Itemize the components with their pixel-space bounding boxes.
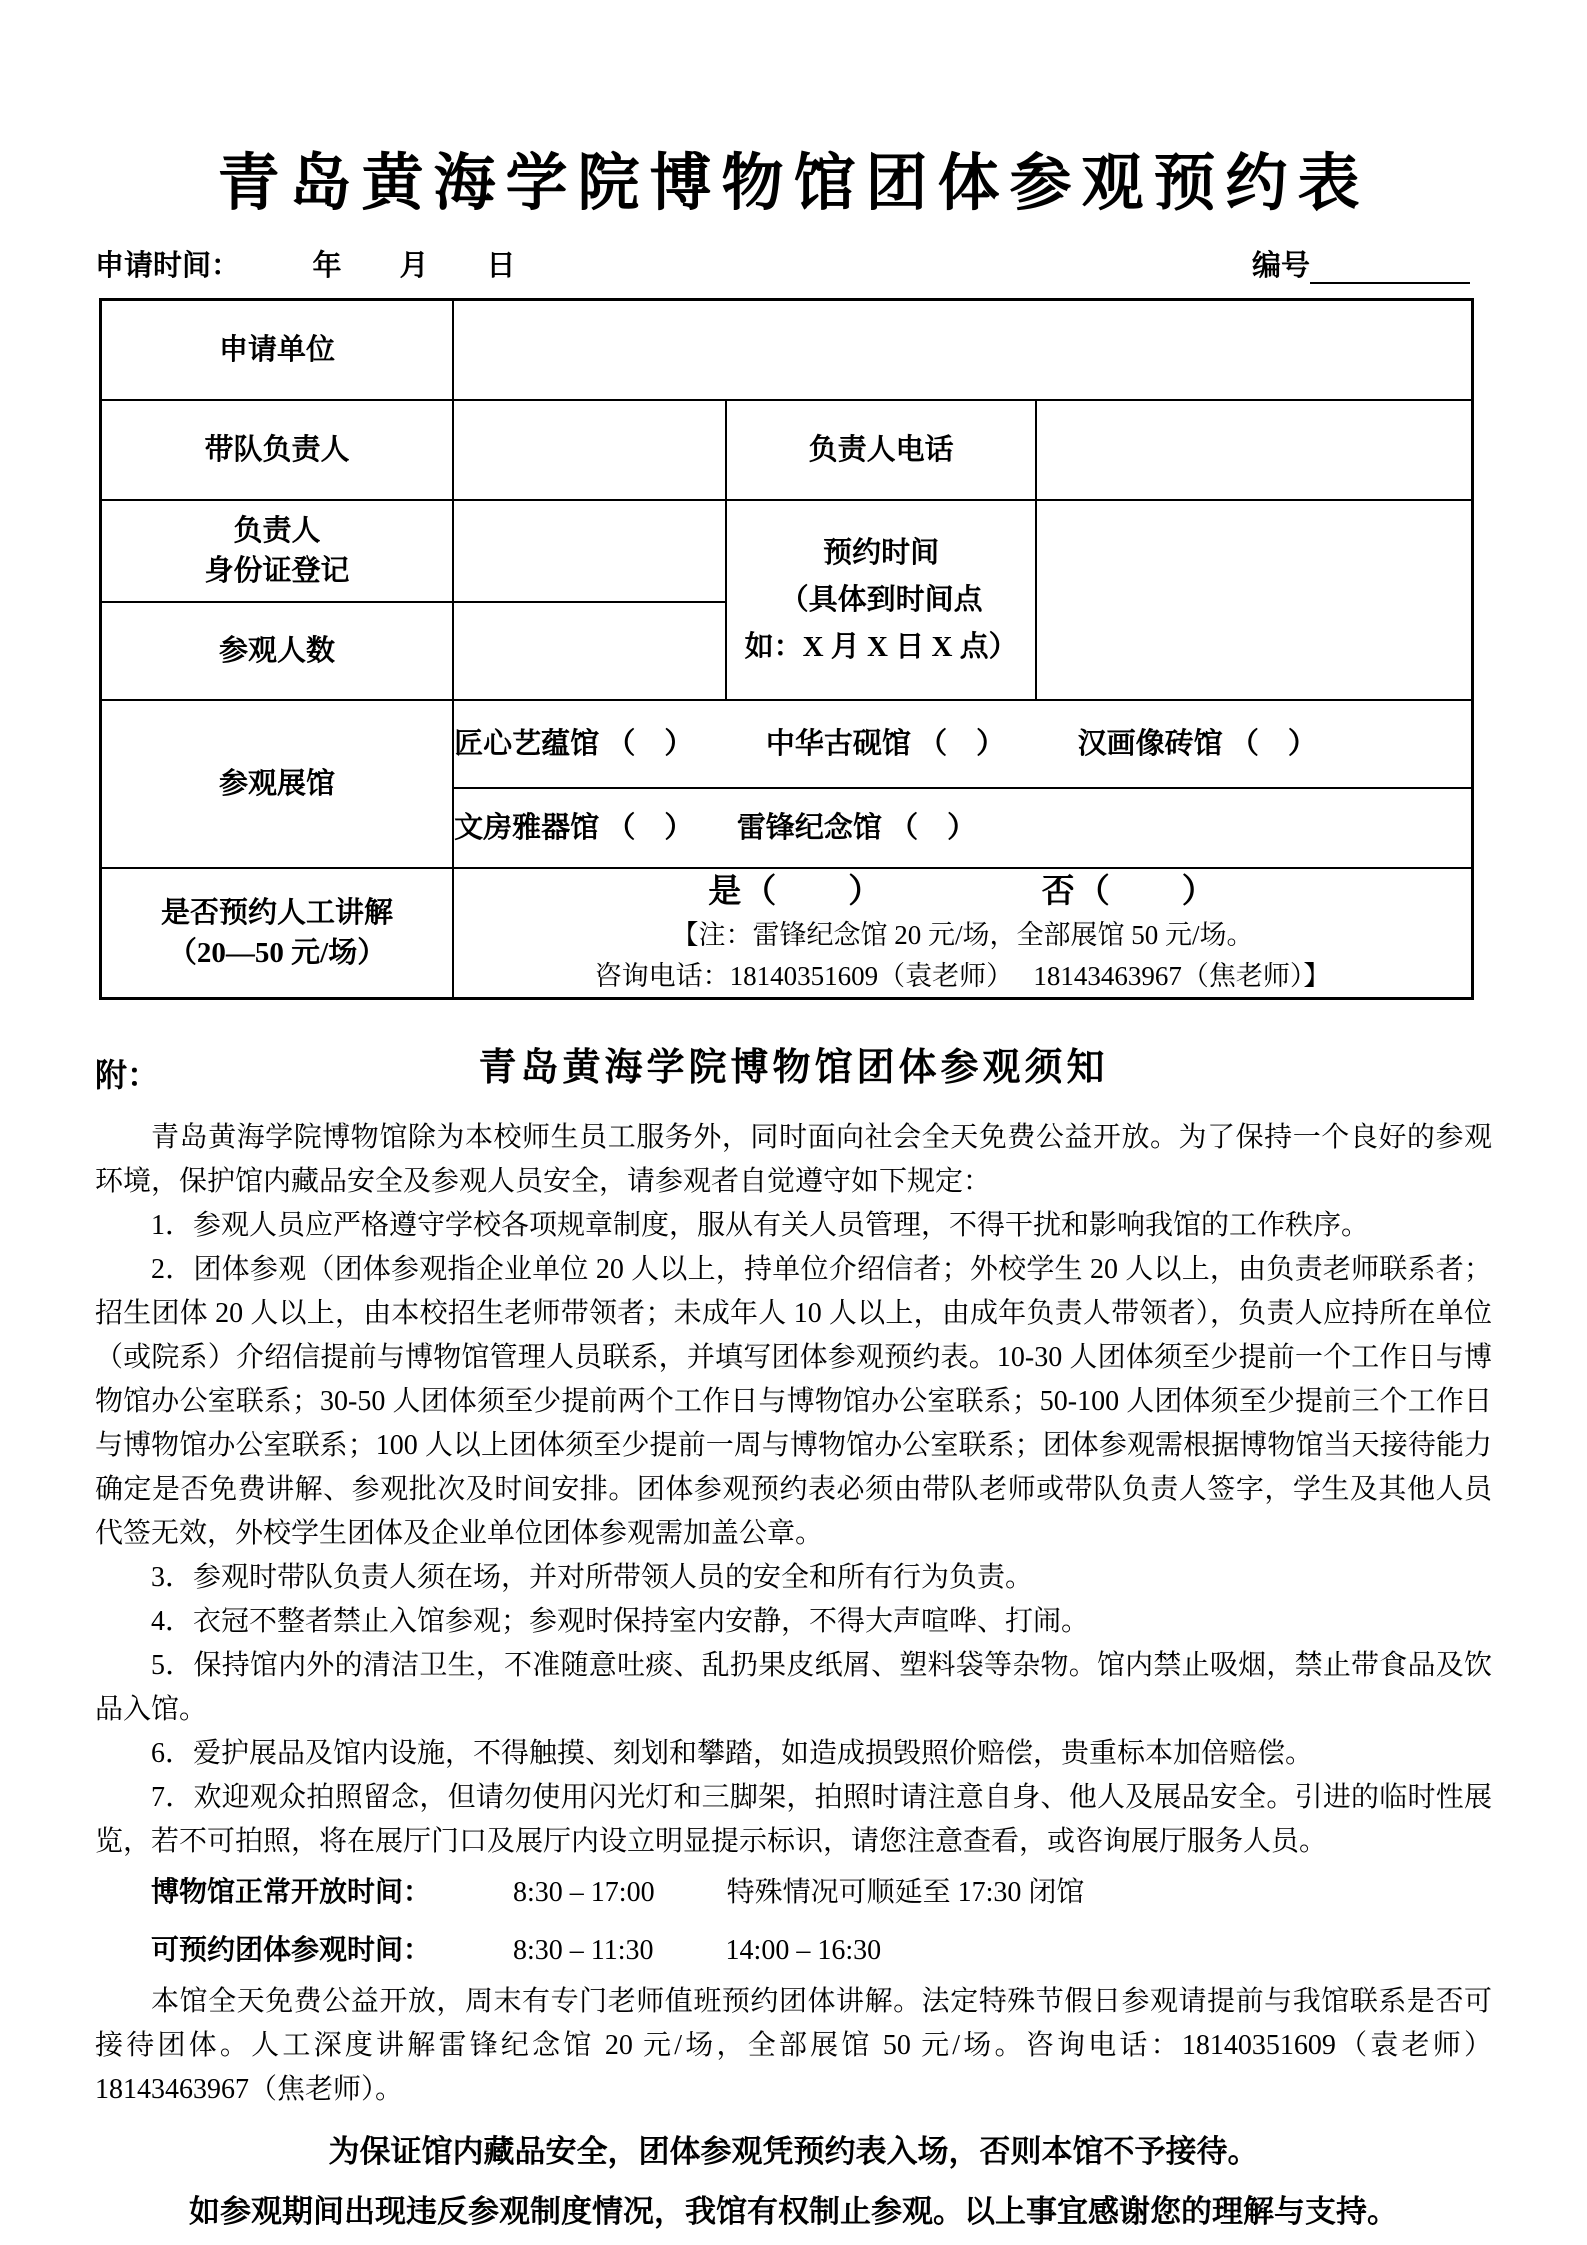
guide-note-line1: 【注：雷锋纪念馆 20 元/场，全部展馆 50 元/场。 xyxy=(671,920,1254,950)
notice-paragraph: 青岛黄海学院博物馆除为本校师生员工服务外，同时面向社会全天免费公益开放。为了保持一个良好的参观环境，保护馆内藏品安全及参观人员安全，请参观者自觉遵守如下规定： xyxy=(95,1122,1492,1197)
leader-label: 带队负责人 xyxy=(101,400,454,500)
guide-yesno-options[interactable]: 是（ ） 否（ ） xyxy=(708,874,1217,910)
reservation-form-table xyxy=(99,298,1474,1000)
leader-phone-label: 负责人电话 xyxy=(726,400,1036,500)
free-admission-paragraph: 本馆全天免费公益开放，周末有专门老师值班预约团体讲解。法定特殊节假日参观请提前与我馆联系是否可接待团体。人工深度讲解雷锋纪念馆 20 元/场，全部展馆 50 元/场。咨询电话：18140351609（袁老师）18143463967（焦老师）。 xyxy=(95,1986,1492,2105)
reserve-time-input-cell[interactable] xyxy=(1036,500,1472,700)
serial-group xyxy=(1252,248,1470,284)
notice-heading xyxy=(95,1040,1492,1096)
apply-time-label: 申请时间： 年 月 日 xyxy=(95,250,516,282)
group-hours-line xyxy=(95,1922,1492,1980)
attach-label: 附： xyxy=(95,1057,160,1093)
notice-paragraph: 5．保持馆内外的清洁卫生，不准随意吐痰、乱扔果皮纸屑、塑料袋等杂物。馆内禁止吸烟，禁止带食品及饮品入馆。 xyxy=(95,1650,1492,1725)
leader-input-cell[interactable] xyxy=(453,400,726,500)
notice-title: 青岛黄海学院博物馆团体参观须知 xyxy=(478,1047,1109,1089)
visitor-count-label: 参观人数 xyxy=(101,602,454,700)
group-hours-label: 可预约团体参观时间： xyxy=(151,1935,432,1966)
guide-note-line2: 咨询电话：18140351609（袁老师） 18143463967（焦老师）】 xyxy=(594,961,1331,991)
guide-label: 是否预约人工讲解 （20—50 元/场） xyxy=(101,868,454,999)
serial-label: 编号 xyxy=(1251,250,1310,282)
notice-paragraph: 3．参观时带队负责人须在场，并对所带领人员的安全和所有行为负责。 xyxy=(151,1562,1034,1593)
warning-line-1: 为保证馆内藏品安全，团体参观凭预约表入场，否则本馆不予接待。 xyxy=(328,2134,1259,2169)
serial-blank-line[interactable] xyxy=(1310,252,1470,284)
page-title: 青岛黄海学院博物馆团体参观预约表 xyxy=(217,149,1370,218)
group-hours-time: 8:30 – 11:30 xyxy=(513,1935,654,1966)
warning-line-2: 如参观期间出现违反参观制度情况，我馆有权制止参观。以上事宜感谢您的理解与支持。 xyxy=(189,2194,1398,2229)
exhibit-options-row2[interactable]: 文房雅器馆 （ ） 雷锋纪念馆 （ ） xyxy=(453,788,1472,868)
visitor-count-input-cell[interactable] xyxy=(453,602,726,700)
applicant-unit-input-cell[interactable] xyxy=(453,300,1472,401)
opening-hours-label: 博物馆正常开放时间： xyxy=(151,1877,432,1908)
group-hours-extra: 14:00 – 16:30 xyxy=(725,1935,882,1966)
leader-id-label: 负责人 身份证登记 xyxy=(101,500,454,602)
notice-paragraph: 2．团体参观（团体参观指企业单位 20 人以上，持单位介绍信者；外校学生 20 人以上，由负责老师联系者；招生团体 20 人以上，由本校招生老师带领者；未成年人 10 人以上，由成年负责人带领者），负责人应持所在单位（或院系）介绍信提前与博物馆管理人员联系，并填写团体参观预约表。10-30 人团体须至少提前一个工作日与博物馆办公室联系；30-50 人团体须至少提前两个工作日与博物馆办公室联系；50-100 人团体须至少提前三个工作日与博物馆办公室联系；100 人以上团体须至少提前一周与博物馆办公室联系；团体参观需根据博物馆当天接待能力确定是否免费讲解、参观批次及时间安排。团体参观预约表必须由带队老师或带队负责人签字，学生及其他人员代签无效，外校学生团体及企业单位团体参观需加盖公章。 xyxy=(95,1254,1492,1549)
applicant-unit-label: 申请单位 xyxy=(101,300,454,401)
meta-row xyxy=(95,248,1492,284)
guide-answer-cell xyxy=(453,868,1472,999)
notice-paragraph: 6．爱护展品及馆内设施，不得触摸、刻划和攀踏，如造成损毁照价赔偿，贵重标本加倍赔偿。 xyxy=(151,1738,1314,1769)
reserve-time-label: 预约时间 （具体到时间点 如：X 月 X 日 X 点） xyxy=(726,500,1036,700)
opening-hours-time: 8:30 – 17:00 xyxy=(513,1877,655,1908)
notice-paragraph: 4．衣冠不整者禁止入馆参观；参观时保持室内安静，不得大声喧哗、打闹。 xyxy=(151,1606,1090,1637)
opening-hours-extra: 特殊情况可顺延至 17:30 闭馆 xyxy=(726,1877,1085,1908)
notice-paragraph: 7．欢迎观众拍照留念，但请勿使用闪光灯和三脚架，拍照时请注意自身、他人及展品安全。引进的临时性展览，若不可拍照，将在展厅门口及展厅内设立明显提示标识，请您注意查看，或咨询展厅服务人员。 xyxy=(95,1782,1492,1857)
exhibit-options-row1[interactable]: 匠心艺蕴馆 （ ） 中华古砚馆 （ ） 汉画像砖馆 （ ） xyxy=(453,700,1472,788)
exhibit-halls-label: 参观展馆 xyxy=(101,700,454,868)
notice-body xyxy=(95,1116,1492,2242)
leader-id-input-cell[interactable] xyxy=(453,500,726,602)
opening-hours-line xyxy=(95,1864,1492,1922)
notice-paragraph: 1．参观人员应严格遵守学校各项规章制度，服从有关人员管理，不得干扰和影响我馆的工作秩序。 xyxy=(151,1210,1370,1241)
leader-phone-input-cell[interactable] xyxy=(1036,400,1472,500)
